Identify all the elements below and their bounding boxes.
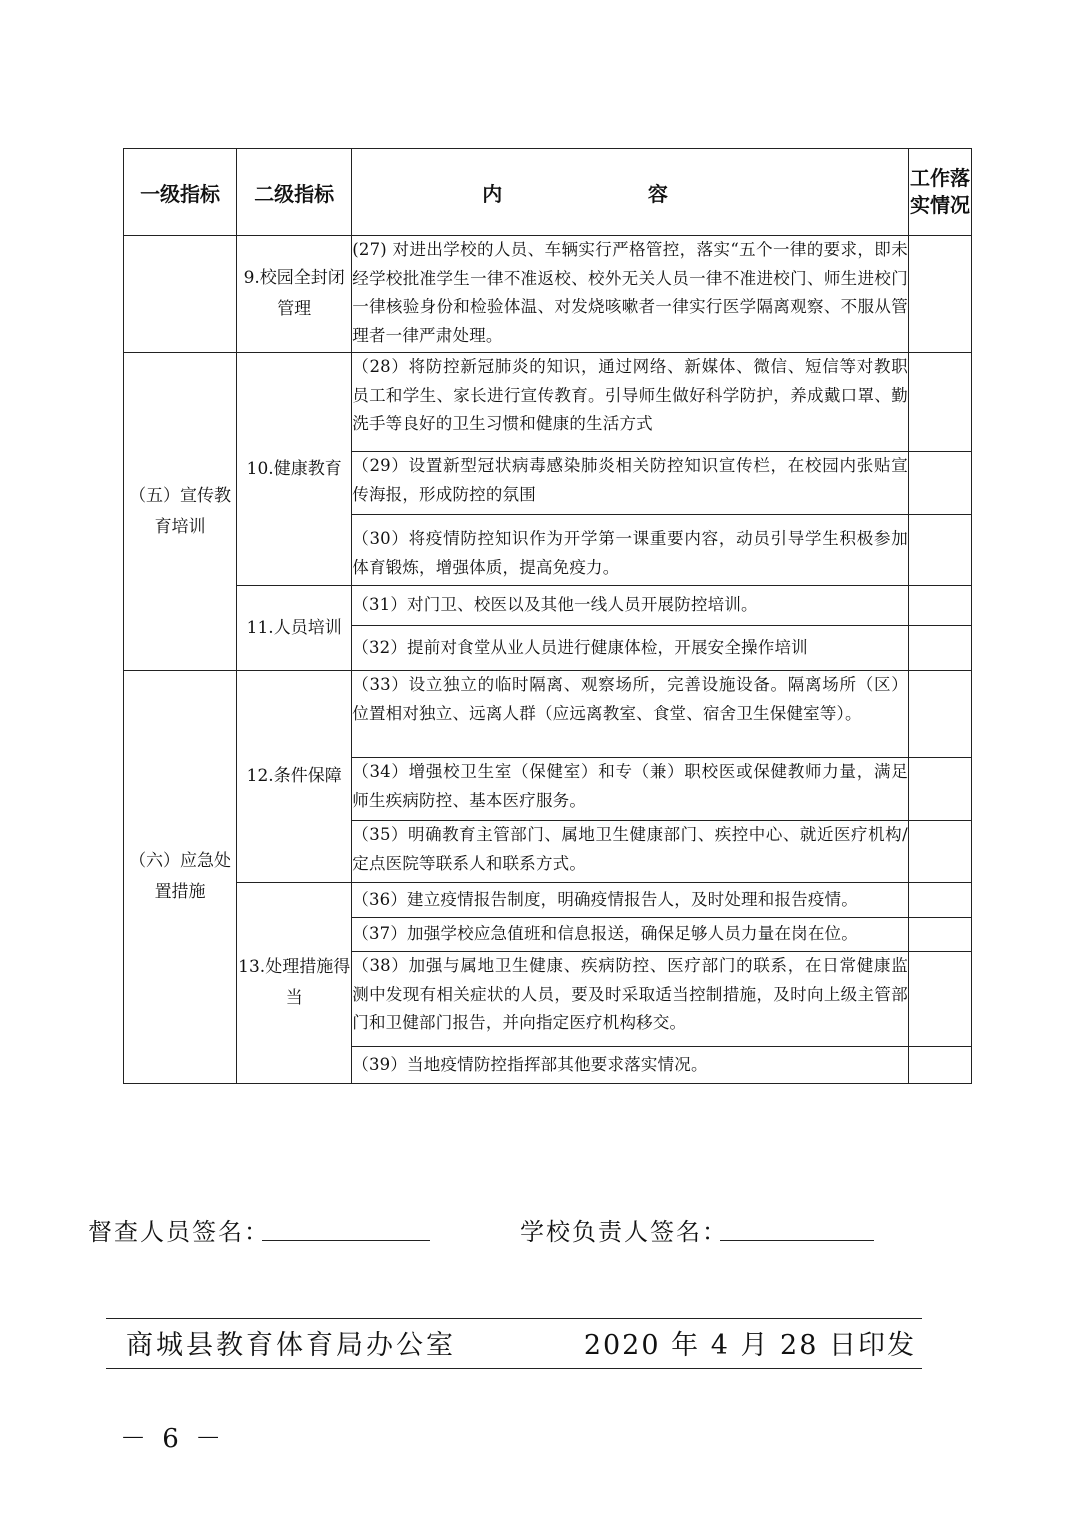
principal-signature-line[interactable] [720, 1240, 874, 1241]
page-number: － 6 － [120, 1424, 226, 1454]
level1-cell: （六）应急处置措施 [124, 671, 237, 1084]
status-cell [908, 1047, 971, 1084]
header-content-char1: 内 [482, 181, 503, 206]
header-content [352, 149, 909, 236]
level2-cell: 12.条件保障 [237, 671, 352, 883]
footer-org: 商城县教育体育局办公室 [126, 1330, 456, 1361]
level2-cell: 10.健康教育 [237, 353, 352, 586]
status-cell [908, 586, 971, 626]
footer-date: 2020 年 4 月 28 日印发 [583, 1330, 916, 1361]
level2-cell: 13.处理措施得当 [237, 883, 352, 1084]
content-cell: （36）建立疫情报告制度，明确疫情报告人，及时处理和报告疫情。 [352, 883, 909, 918]
level2-cell: 9.校园全封闭管理 [237, 236, 352, 353]
header-level1: 一级指标 [124, 149, 237, 236]
status-cell [908, 515, 971, 586]
header-level2: 二级指标 [237, 149, 352, 236]
content-cell: （39）当地疫情防控指挥部其他要求落实情况。 [352, 1047, 909, 1084]
level2-cell: 11.人员培训 [237, 586, 352, 671]
status-cell [908, 918, 971, 952]
status-cell [908, 883, 971, 918]
content-cell: （38）加强与属地卫生健康、疾病防控、医疗部门的联系，在日常健康监测中发现有相关症状的人员，要及时采取适当控制措施，及时向上级主管部门和卫健部门报告，并向指定医疗机构移交。 [352, 952, 909, 1047]
header-status: 工作落实情况 [908, 149, 971, 236]
inspector-signature-label: 督查人员签名： [88, 1218, 270, 1246]
content-cell: (27) 对进出学校的人员、车辆实行严格管控，落实“五个一律的要求，即未经学校批准学生一律不准返校、校外无关人员一律不准进校门、师生进校门一律核验身份和检验体温、对发烧咳嗽者一律实行医学隔离观察、不服从管理者一律严肃处理。 [352, 236, 909, 353]
content-cell: （37）加强学校应急值班和信息报送，确保足够人员力量在岗在位。 [352, 918, 909, 952]
signature-row [88, 1212, 968, 1252]
footer-top-rule [106, 1318, 922, 1319]
content-cell: （32）提前对食堂从业人员进行健康体检，开展安全操作培训 [352, 626, 909, 671]
content-cell: （30）将疫情防控知识作为开学第一课重要内容，动员引导学生积极参加体育锻炼，增强体质，提高免疫力。 [352, 515, 909, 586]
status-cell [908, 671, 971, 758]
level1-cell-empty [124, 236, 237, 353]
header-content-char2: 容 [647, 181, 668, 206]
content-cell: （34）增强校卫生室（保健室）和专（兼）职校医或保健教师力量，满足师生疾病防控、基本医疗服务。 [352, 758, 909, 821]
status-cell [908, 452, 971, 515]
level1-cell: （五）宣传教育培训 [124, 353, 237, 671]
content-cell: （28）将防控新冠肺炎的知识，通过网络、新媒体、微信、短信等对教职员工和学生、家长进行宣传教育。引导师生做好科学防护，养成戴口罩、勤洗手等良好的卫生习惯和健康的生活方式 [352, 353, 909, 452]
footer-bottom-rule [106, 1368, 922, 1369]
table-row [124, 883, 972, 918]
inspector-signature-line[interactable] [262, 1240, 430, 1241]
table-row [124, 586, 972, 626]
content-cell: （33）设立独立的临时隔离、观察场所，完善设施设备。隔离场所（区）位置相对独立、远离人群（应远离教室、食堂、宿舍卫生保健室等）。 [352, 671, 909, 758]
table-row [124, 671, 972, 758]
status-cell [908, 758, 971, 821]
header-row [124, 149, 972, 236]
inspection-table [123, 148, 972, 1084]
content-cell: （31）对门卫、校医以及其他一线人员开展防控培训。 [352, 586, 909, 626]
status-cell [908, 626, 971, 671]
status-cell [908, 236, 971, 353]
content-cell: （35）明确教育主管部门、属地卫生健康部门、疾控中心、就近医疗机构/定点医院等联系人和联系方式。 [352, 821, 909, 883]
content-cell: （29）设置新型冠状病毒感染肺炎相关防控知识宣传栏，在校园内张贴宣传海报，形成防控的氛围 [352, 452, 909, 515]
status-cell [908, 952, 971, 1047]
principal-signature-label: 学校负责人签名： [520, 1218, 728, 1246]
status-cell [908, 821, 971, 883]
table-row [124, 353, 972, 452]
table-row [124, 236, 972, 353]
status-cell [908, 353, 971, 452]
